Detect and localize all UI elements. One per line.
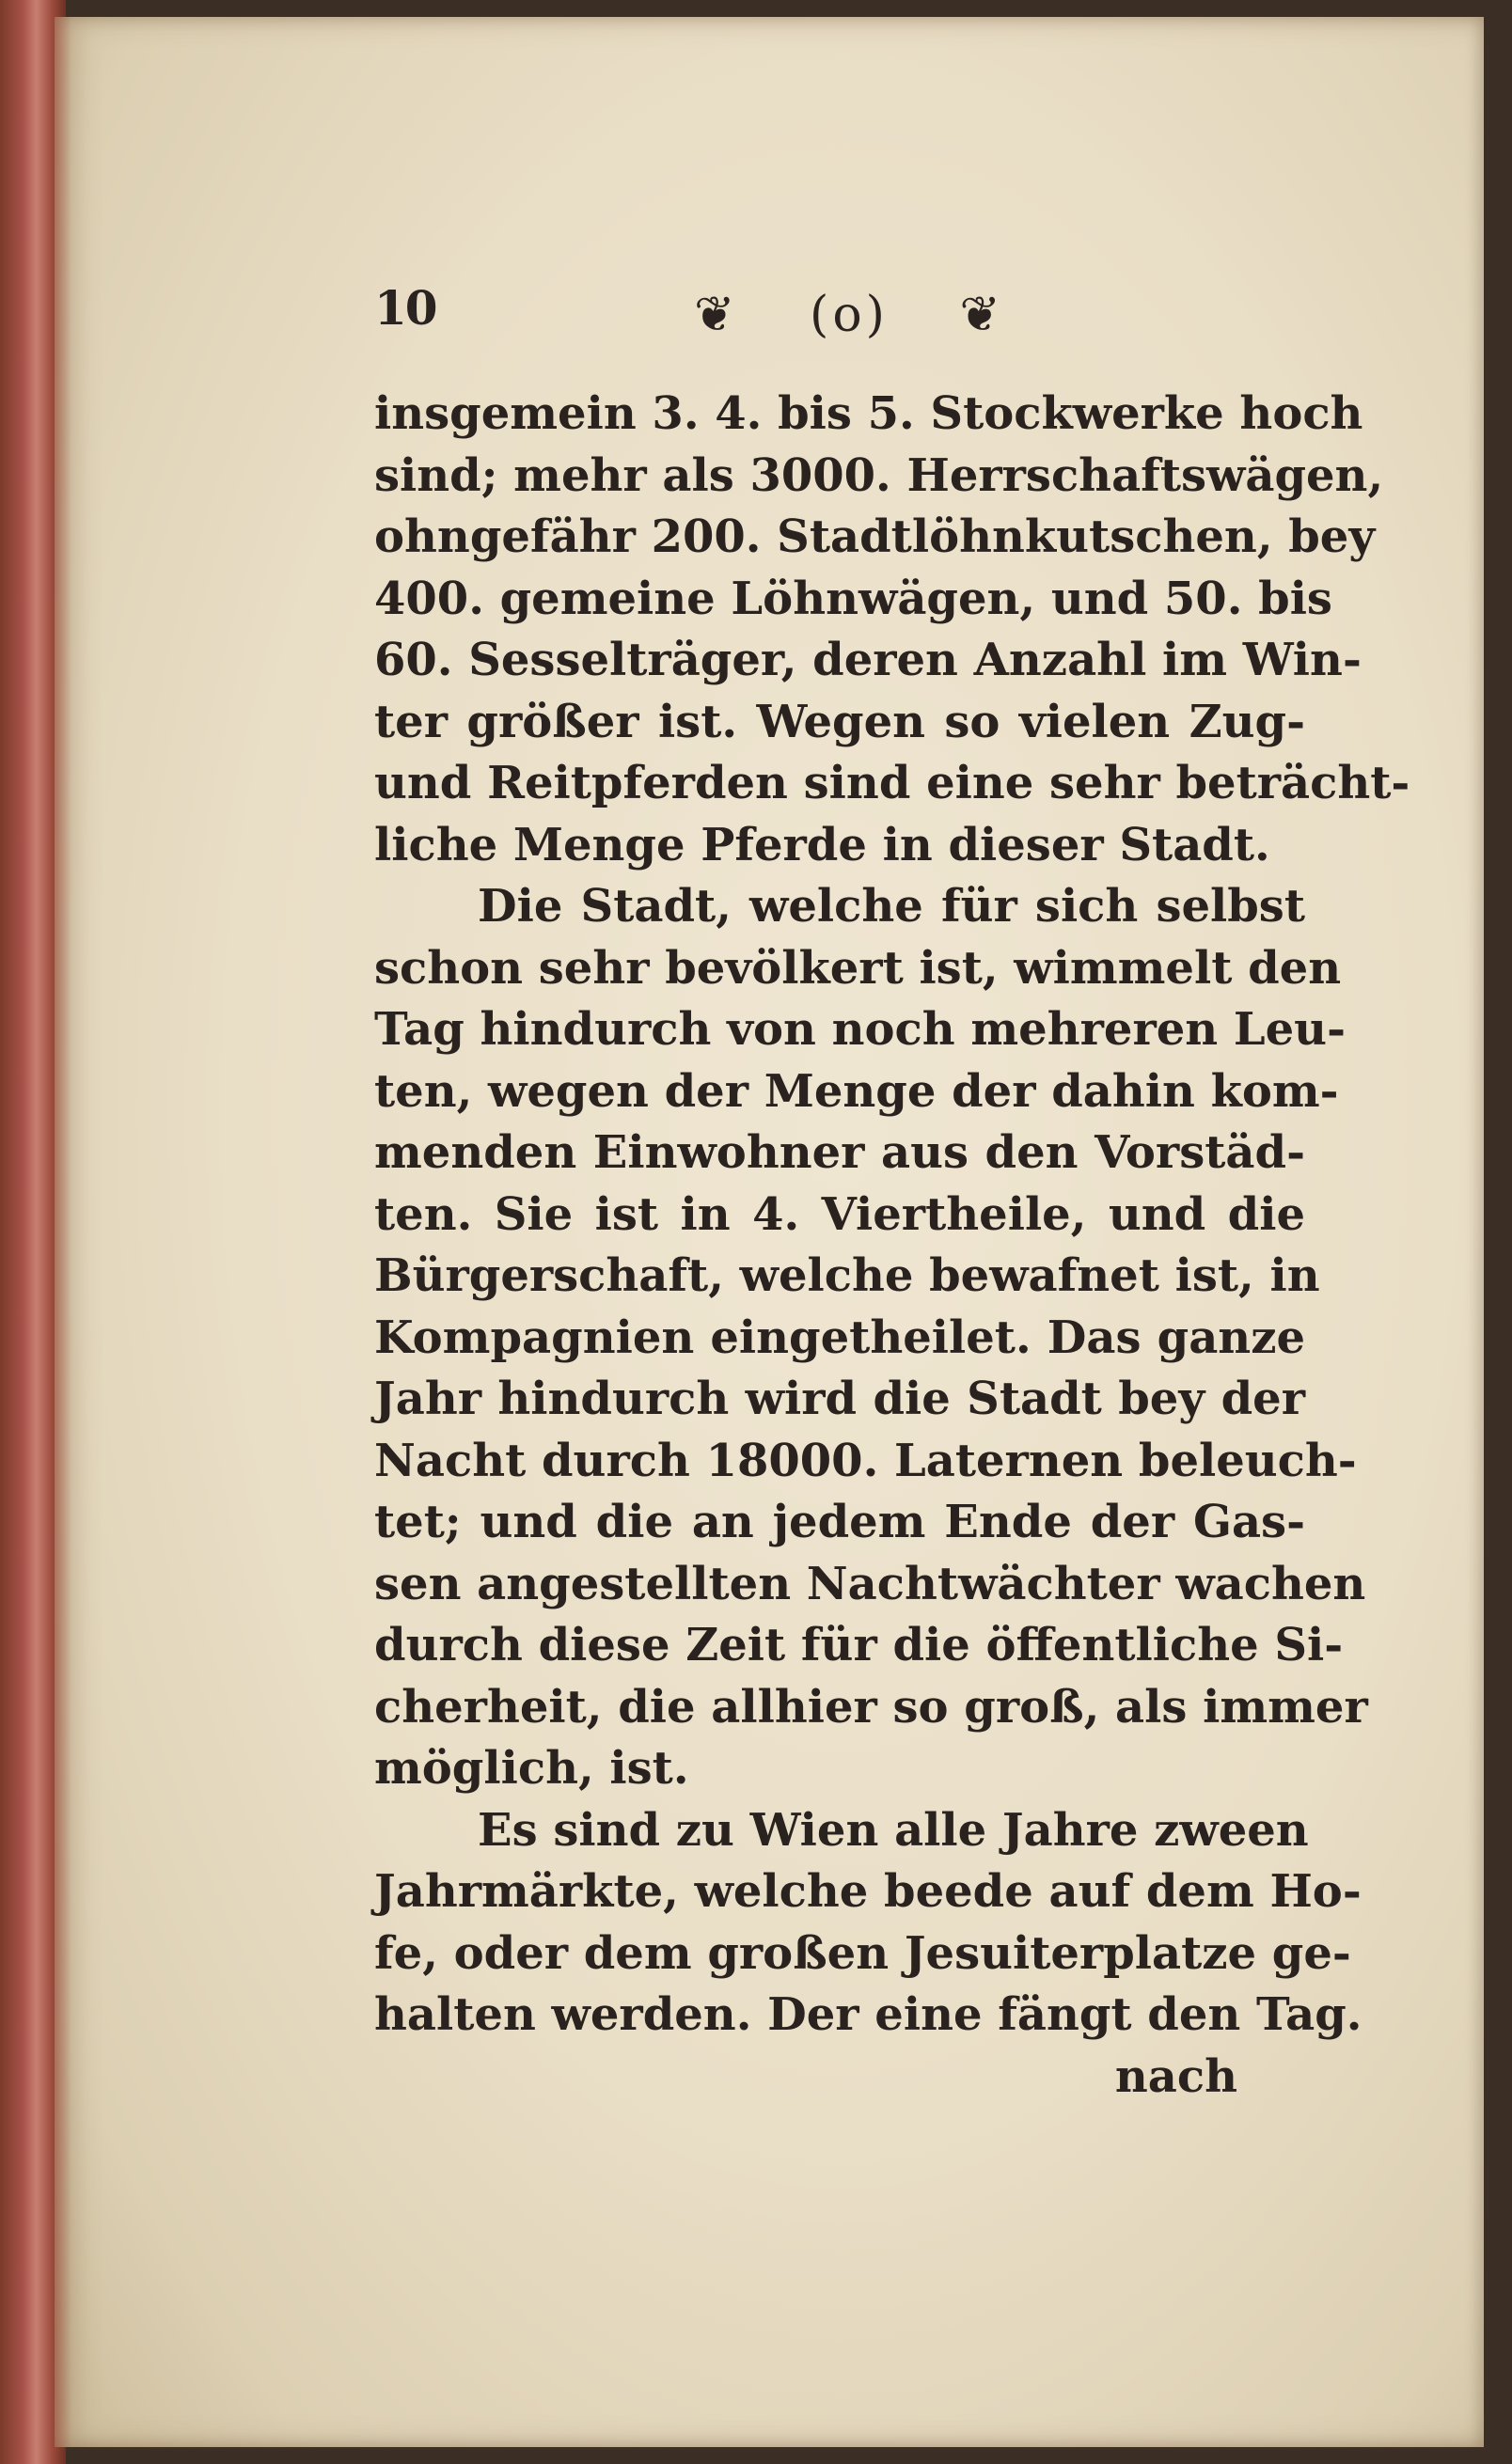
text-line: durch diese Zeit für die öffentliche Si- [374, 1619, 1344, 1671]
text-line: tet; und die an jedem Ende der Gas- [374, 1496, 1305, 1548]
text-line: Bürgerschaft, welche bewafnet ist, in [374, 1249, 1320, 1302]
text-line: Jahrmärkte, welche beede auf dem Ho- [374, 1865, 1362, 1918]
text-line: 400. gemeine Löhnwägen, und 50. bis [374, 572, 1332, 625]
text-line: möglich, ist. [374, 1742, 689, 1795]
catchword: nach [1114, 2049, 1237, 2103]
fleuron-left-icon: ❦ [694, 287, 739, 343]
ornament-center-text: (o) [810, 287, 889, 343]
text-line: Tag hindurch von noch mehreren Leu- [374, 1003, 1346, 1056]
page-gutter-shadow [55, 17, 71, 2447]
text-line: ohngefähr 200. Stadtlöhnkutschen, bey [374, 510, 1376, 563]
text-line: Kompagnien eingetheilet. Das ganze [374, 1310, 1305, 1364]
text-line: und Reitpferden sind eine sehr beträcht- [374, 757, 1410, 809]
header-ornament [694, 282, 1004, 348]
text-line: fe, oder dem großen Jesuiterplatze ge- [374, 1926, 1351, 1980]
paragraph-start-line: Die Stadt, welche für sich selbst [478, 880, 1305, 933]
text-line: schon sehr bevölkert ist, wimmelt den [374, 941, 1342, 995]
text-line: menden Einwohner aus den Vorstäd- [374, 1126, 1305, 1179]
text-line: liche Menge Pferde in dieser Stadt. [374, 818, 1270, 871]
text-line: ter größer ist. Wegen so vielen Zug- [374, 695, 1305, 748]
text-line: insgemein 3. 4. bis 5. Stockwerke hoch [374, 387, 1363, 440]
text-line: Jahr hindurch wird die Stadt bey der [374, 1373, 1305, 1425]
text-line: ten, wegen der Menge der dahin kom- [374, 1064, 1339, 1118]
fleuron-right-icon: ❦ [959, 287, 1004, 343]
text-line: ten. Sie ist in 4. Viertheile, und die [374, 1187, 1305, 1241]
text-line: sind; mehr als 3000. Herrschaftswägen, [374, 448, 1384, 502]
text-line: sen angestellten Nachtwächter wachen [374, 1557, 1366, 1610]
text-line: Nacht durch 18000. Laternen beleuch- [374, 1434, 1357, 1487]
text-line: 60. Sesselträger, deren Anzahl im Win- [374, 634, 1362, 686]
paragraph-start-line: Es sind zu Wien alle Jahre zween [478, 1803, 1309, 1857]
running-header [374, 280, 1315, 355]
text-line: cherheit, die allhier so groß, als immer [374, 1680, 1368, 1734]
body-text [374, 384, 1410, 2108]
text-line: halten werden. Der eine fängt den Tag. [374, 1988, 1362, 2041]
page-number: 10 [374, 280, 436, 336]
